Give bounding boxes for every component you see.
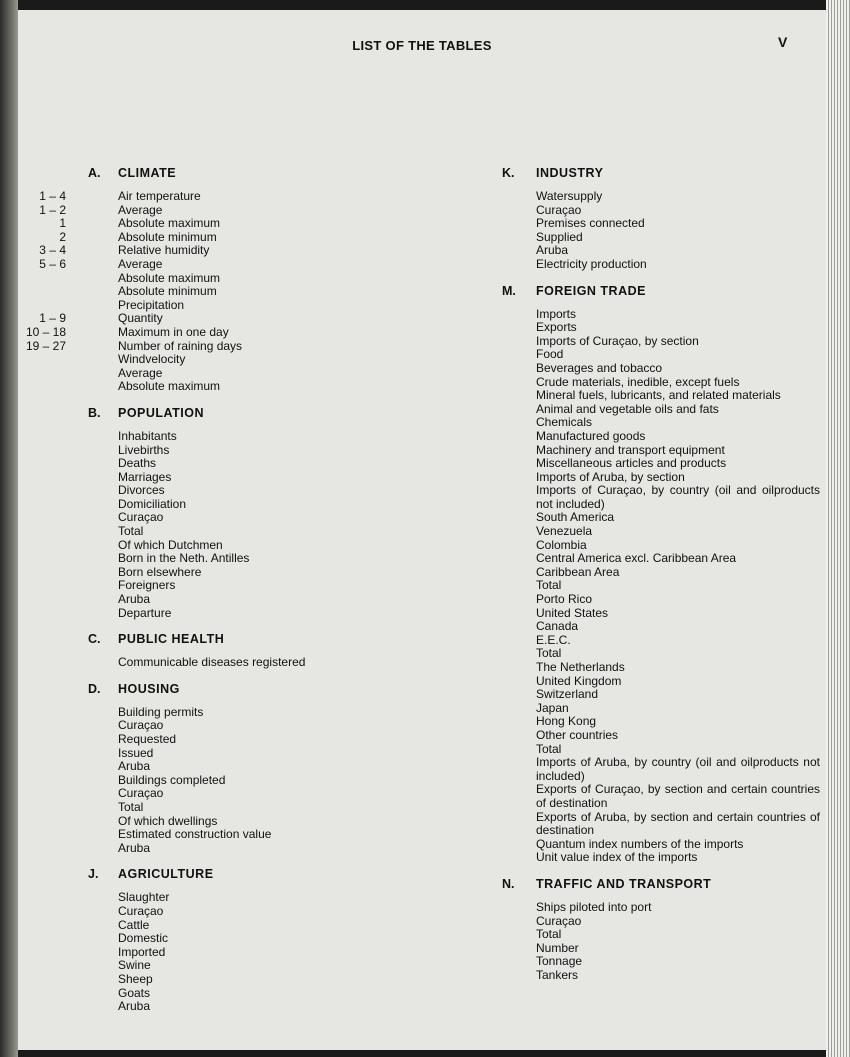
table-entry-label: Total — [118, 524, 144, 539]
table-entry — [18, 340, 418, 354]
table-entry — [418, 376, 826, 390]
table-entry-label: Curaçao — [118, 510, 164, 525]
section-letter: J. — [88, 867, 99, 882]
table-entry-label: Watersupply — [536, 189, 603, 203]
table-entry-label: Tonnage — [536, 954, 583, 969]
table-entry — [418, 715, 826, 729]
table-entry-label: Total — [536, 578, 562, 593]
table-entry — [418, 244, 826, 258]
table-entry — [18, 498, 418, 512]
table-entry-label: Exports — [536, 320, 577, 335]
table-entry-label: Switzerland — [536, 687, 599, 702]
table-entry-label: Central America excl. Caribbean Area — [536, 551, 737, 566]
table-entry — [418, 389, 826, 403]
table-entry — [18, 539, 418, 553]
table-entry — [418, 851, 826, 865]
table-entry — [18, 511, 418, 525]
table-entry — [418, 955, 826, 969]
table-entry-label: Chemicals — [536, 415, 593, 430]
table-entry-label: Average — [118, 365, 163, 380]
table-entry-label: Total — [536, 741, 562, 756]
table-entry — [418, 231, 826, 245]
table-entry — [18, 801, 418, 815]
table-entry-label: Curaçao — [118, 903, 164, 918]
table-entry — [18, 380, 418, 394]
table-entry — [418, 525, 826, 539]
table-entry — [18, 593, 418, 607]
table-entry — [18, 244, 418, 258]
table-number-range: 10 – 18 — [25, 324, 66, 339]
table-entry — [418, 308, 826, 322]
table-entry — [418, 811, 826, 838]
table-entry — [418, 190, 826, 204]
table-entry-label: Domiciliation — [118, 496, 187, 511]
table-entry-label: Electricity production — [536, 256, 647, 271]
table-entry — [18, 1000, 418, 1014]
table-entry-label: Crude materials, inedible, except fuels — [536, 374, 740, 389]
section-agriculture — [18, 867, 418, 1019]
table-entry — [418, 430, 826, 444]
table-entry — [18, 566, 418, 580]
table-entry-label: Total — [118, 799, 144, 814]
table-entry — [18, 719, 418, 733]
table-entry-label: Issued — [118, 745, 154, 760]
table-entry-label: Aruba — [118, 592, 151, 607]
table-entry-label: Aruba — [118, 840, 151, 855]
table-entry — [18, 919, 418, 933]
table-entry-label: Aruba — [536, 243, 569, 258]
table-entry — [18, 190, 418, 204]
table-entry-label: Manufactured goods — [536, 428, 646, 443]
section-title: FOREIGN TRADE — [536, 283, 646, 298]
table-entry — [418, 915, 826, 929]
table-entry-label: Supplied — [536, 229, 583, 244]
table-entry-label: Absolute minimum — [118, 284, 217, 299]
table-entry — [18, 946, 418, 960]
table-entry — [418, 579, 826, 593]
table-entry — [418, 756, 826, 783]
table-entry — [18, 231, 418, 245]
table-entry — [418, 416, 826, 430]
table-entry — [18, 842, 418, 856]
table-entry — [18, 774, 418, 788]
section-population — [18, 406, 418, 626]
table-entry — [418, 258, 826, 272]
table-entry-label: Exports of Curaçao, by section and certain countries of destination — [536, 782, 820, 810]
section-letter: B. — [88, 405, 101, 420]
table-entry-label: Imported — [118, 944, 166, 959]
table-entry-label: Japan — [536, 700, 569, 715]
table-entry — [418, 928, 826, 942]
table-entry — [18, 457, 418, 471]
section-title: PUBLIC HEALTH — [118, 632, 225, 647]
table-entry-label: Number — [536, 940, 579, 955]
table-entry — [18, 579, 418, 593]
table-entry-label: Food — [536, 347, 564, 362]
table-entry — [418, 634, 826, 648]
table-entry-label: Estimated construction value — [118, 827, 272, 842]
table-entry-label: Requested — [118, 732, 177, 746]
table-entry — [18, 204, 418, 218]
table-entry — [18, 484, 418, 498]
table-entry — [18, 444, 418, 458]
table-entry-label: Livebirths — [118, 442, 170, 457]
table-entry — [18, 973, 418, 987]
table-entry-label: Deaths — [118, 456, 157, 471]
section-industry — [418, 166, 826, 278]
table-entry-label: Tankers — [536, 967, 579, 982]
table-entry — [18, 607, 418, 621]
page-title: LIST OF THE TABLES — [352, 38, 492, 53]
table-entry — [18, 656, 418, 670]
table-entry — [18, 760, 418, 774]
table-entry-label: Venezuela — [536, 524, 593, 539]
section-title: INDUSTRY — [536, 166, 604, 180]
table-entry-label: Miscellaneous articles and products — [536, 456, 727, 471]
adjacent-page-edge — [0, 0, 18, 1057]
table-entry — [418, 942, 826, 956]
section-letter: K. — [502, 166, 515, 180]
table-entry-label: Porto Rico — [536, 592, 593, 607]
table-entry — [418, 335, 826, 349]
table-entry — [18, 272, 418, 286]
table-entry-label: Colombia — [536, 537, 587, 552]
section-traffic-and-transport — [418, 877, 826, 989]
table-entry — [18, 706, 418, 720]
right-column — [418, 160, 826, 988]
table-entry — [18, 905, 418, 919]
table-entry — [18, 367, 418, 381]
table-entry-label: Relative humidity — [118, 243, 210, 258]
table-entry-label: Imports — [536, 306, 577, 321]
table-number-range: 1 – 9 — [39, 311, 66, 326]
table-entry — [18, 430, 418, 444]
table-entry-label: Departure — [118, 605, 172, 620]
table-entry-label: Imports of Curaçao, by section — [536, 333, 699, 348]
table-entry — [18, 299, 418, 313]
table-entry — [418, 552, 826, 566]
table-entry-label: United States — [536, 605, 609, 620]
table-entry-label: E.E.C. — [536, 632, 571, 647]
section-housing — [18, 682, 418, 862]
table-entry — [18, 471, 418, 485]
table-entry-label: Animal and vegetable oils and fats — [536, 401, 719, 416]
table-entry — [18, 987, 418, 1001]
section-foreign-trade — [418, 284, 826, 871]
table-entry — [418, 204, 826, 218]
table-entry-label: Beverages and tobacco — [536, 360, 663, 375]
table-entry — [418, 743, 826, 757]
table-entry-label: Absolute maximum — [118, 379, 221, 394]
section-heading — [18, 682, 418, 700]
table-entry-label: Machinery and transport equipment — [536, 442, 725, 457]
table-entry — [418, 783, 826, 810]
table-entry-label: Domestic — [118, 931, 169, 946]
table-entry-label: Caribbean Area — [536, 564, 620, 579]
table-entry-label: Aruba — [118, 759, 151, 774]
table-entry-label: Of which dwellings — [118, 813, 218, 828]
table-entry — [18, 787, 418, 801]
section-title: POPULATION — [118, 405, 205, 420]
section-heading — [418, 877, 826, 895]
table-entry — [418, 647, 826, 661]
document-page — [18, 10, 826, 1050]
table-entry — [418, 471, 826, 485]
table-entry-label: Inhabitants — [118, 428, 177, 443]
table-entry-label: Windvelocity — [118, 352, 186, 367]
table-entry-label: Canada — [536, 619, 579, 634]
table-entry-label: Absolute minimum — [118, 229, 217, 244]
table-entry — [18, 959, 418, 973]
table-entry — [418, 511, 826, 525]
table-number-range: 3 – 4 — [39, 243, 66, 258]
table-entry-label: Total — [536, 927, 562, 942]
table-entry-label: Hong Kong — [536, 714, 597, 729]
table-entry — [18, 285, 418, 299]
table-entry-label: Born elsewhere — [118, 564, 202, 579]
table-entry — [418, 688, 826, 702]
section-title: TRAFFIC AND TRANSPORT — [536, 876, 712, 891]
table-entry — [418, 661, 826, 675]
table-entry-label: Born in the Neth. Antilles — [118, 551, 250, 566]
table-entry-label: Curaçao — [536, 202, 582, 217]
section-climate — [18, 166, 418, 400]
table-entry — [418, 607, 826, 621]
table-entry-label: Sheep — [118, 971, 153, 986]
table-entry — [418, 444, 826, 458]
table-number-range: 1 – 2 — [39, 202, 66, 217]
table-entry-label: Cattle — [118, 917, 150, 932]
table-entry-label: Marriages — [118, 469, 172, 484]
table-entry — [18, 353, 418, 367]
table-entry-label: Absolute maximum — [118, 270, 221, 285]
table-entry-label: Exports of Aruba, by section and certain countries of destination — [536, 809, 820, 838]
section-heading — [18, 867, 418, 885]
table-entry-label: Quantum index numbers of the imports — [536, 836, 744, 851]
table-entry — [18, 932, 418, 946]
table-entry — [18, 828, 418, 842]
section-title: AGRICULTURE — [118, 867, 214, 882]
table-entry-label: Aruba — [118, 999, 151, 1014]
table-entry — [418, 457, 826, 471]
table-entry-label: Buildings completed — [118, 772, 226, 787]
table-entry-label: Other countries — [536, 727, 619, 742]
table-entry-label: Air temperature — [118, 189, 201, 203]
table-entry — [18, 815, 418, 829]
table-entry-label: Maximum in one day — [118, 324, 229, 339]
table-entry-label: Unit value index of the imports — [536, 850, 698, 865]
table-entry-label: Mineral fuels, lubricants, and related materials — [536, 388, 781, 403]
table-entry-label: Communicable diseases registered — [118, 655, 306, 670]
table-entry-label: Swine — [118, 958, 151, 973]
table-entry-label: Average — [118, 256, 163, 271]
table-entry — [418, 217, 826, 231]
table-entry-label: Total — [536, 646, 562, 661]
table-entry — [418, 729, 826, 743]
table-number-range: 19 – 27 — [25, 338, 66, 353]
table-entry-label: Precipitation — [118, 297, 185, 312]
table-entry-label: Curaçao — [118, 786, 164, 801]
table-entry-label: South America — [536, 510, 615, 525]
table-entry-label: Divorces — [118, 483, 165, 498]
table-entry — [418, 838, 826, 852]
table-entry — [418, 539, 826, 553]
table-entry-label: Imports of Curaçao, by country (oil and oilproducts not included) — [536, 483, 820, 511]
section-heading — [18, 406, 418, 424]
table-entry-label: Curaçao — [118, 718, 164, 733]
table-entry — [18, 525, 418, 539]
table-entry-label: Slaughter — [118, 890, 170, 905]
table-entry — [418, 969, 826, 983]
table-entry-label: Imports of Aruba, by country (oil and oilproducts not included) — [536, 755, 820, 783]
section-heading — [18, 166, 418, 184]
section-letter: D. — [88, 681, 101, 696]
table-entry-label: United Kingdom — [536, 673, 622, 688]
table-entry — [18, 326, 418, 340]
table-entry — [418, 901, 826, 915]
table-number-range: 1 – 4 — [39, 189, 66, 203]
section-title: CLIMATE — [118, 166, 177, 180]
table-entry-label: Premises connected — [536, 216, 645, 231]
table-entry — [418, 620, 826, 634]
table-entry — [18, 552, 418, 566]
table-entry-label: Quantity — [118, 311, 163, 326]
table-entry — [18, 891, 418, 905]
table-entry-label: Building permits — [118, 704, 204, 719]
page-number: V — [778, 34, 788, 50]
table-entry-label: Curaçao — [536, 913, 582, 928]
table-entry-label: Average — [118, 202, 163, 217]
table-entry-label: Imports of Aruba, by section — [536, 469, 685, 484]
table-entry — [418, 403, 826, 417]
section-letter: M. — [502, 283, 516, 298]
table-entry — [418, 348, 826, 362]
table-entry — [418, 321, 826, 335]
page-stack-edge — [826, 0, 850, 1057]
table-number-range: 1 — [59, 216, 66, 231]
section-public-health — [18, 632, 418, 676]
table-entry — [18, 217, 418, 231]
table-entry — [18, 733, 418, 747]
table-entry-label: Of which Dutchmen — [118, 537, 223, 552]
section-letter: A. — [88, 166, 101, 180]
table-entry — [418, 362, 826, 376]
table-entry-label: The Netherlands — [536, 660, 625, 674]
section-title: HOUSING — [118, 681, 180, 696]
table-number-range: 2 — [59, 229, 66, 244]
section-letter: N. — [502, 876, 515, 891]
section-heading — [418, 166, 826, 184]
table-entry-label: Goats — [118, 985, 151, 1000]
table-entry — [418, 566, 826, 580]
table-entry — [418, 702, 826, 716]
table-number-range: 5 – 6 — [39, 256, 66, 271]
table-entry — [18, 747, 418, 761]
table-entry-label: Absolute maximum — [118, 216, 221, 231]
table-entry-label: Ships piloted into port — [536, 899, 652, 914]
table-entry-label: Number of raining days — [118, 338, 243, 353]
table-entry — [18, 258, 418, 272]
table-entry — [418, 593, 826, 607]
table-entry-label: Foreigners — [118, 578, 176, 593]
table-entry — [418, 484, 826, 511]
table-entry — [418, 675, 826, 689]
left-column — [18, 160, 418, 1020]
table-entry — [18, 312, 418, 326]
section-heading — [18, 632, 418, 650]
section-letter: C. — [88, 632, 101, 647]
section-heading — [418, 284, 826, 302]
